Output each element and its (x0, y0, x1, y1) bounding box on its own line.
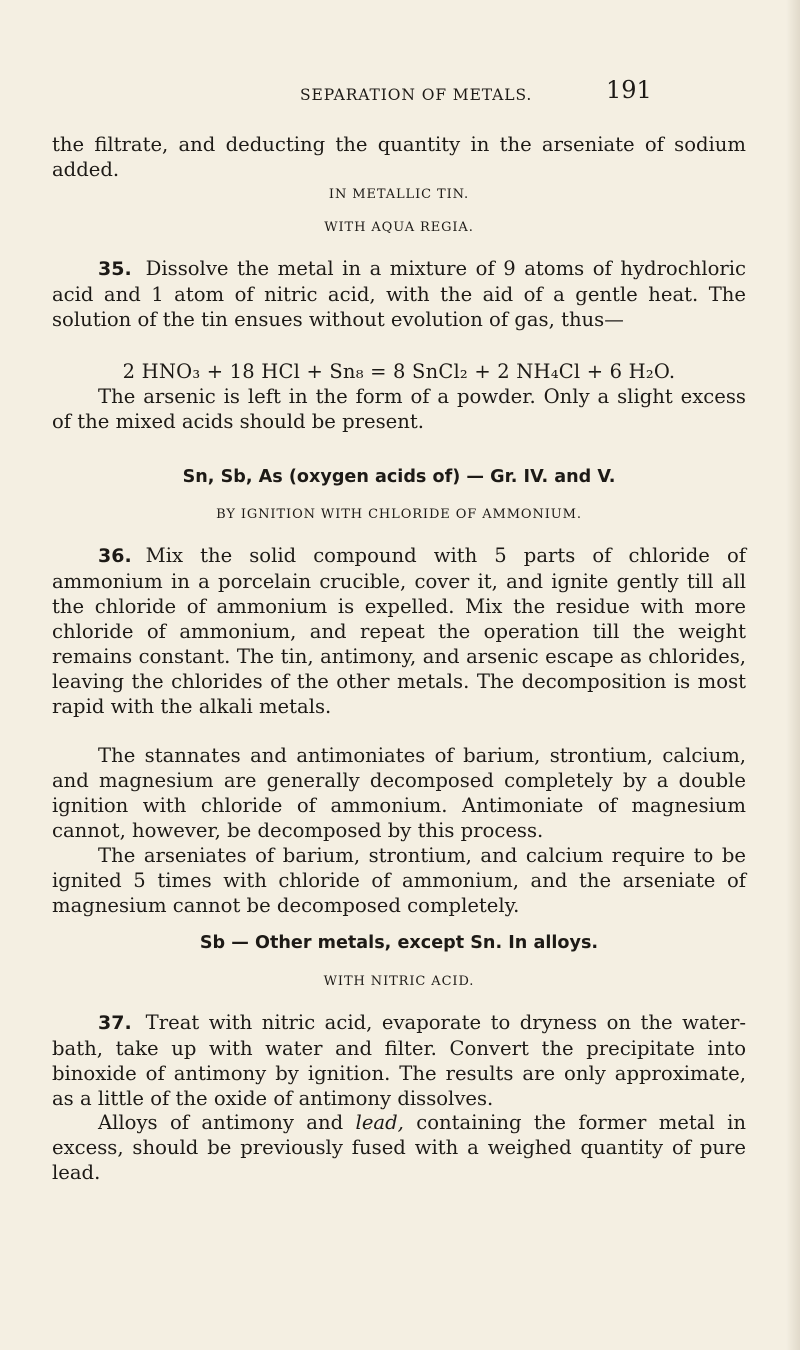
antimony-subheading: WITH NITRIC ACID. (323, 974, 475, 989)
section-35-paragraph (52, 256, 746, 332)
page-number: 191 (606, 76, 652, 104)
lead-italic: lead, (355, 1111, 404, 1134)
section-36-stannates: The stannates and antimoniates of barium, strontium, calcium, and magnesium are generally decomposed completely by a double ignition with chloride of ammonium. Antimoniate of magnesium cannot, however, be decomposed by this process. (52, 744, 746, 842)
section-37-text: Treat with nitric acid, evaporate to dryness on the water-bath, take up with water and filter. Convert the precipitate into binoxide of antimony by ignition. The results are only approximate, as a little of the oxide of antimony dissolves. (52, 1011, 746, 1110)
section-35-text: Dissolve the metal in a mixture of 9 atoms of hydrochloric acid and 1 atom of nitric acid, with the aid of a gentle heat. The solution of the tin ensues without evolution of gas, thus— (52, 257, 746, 331)
section-35-followup: The arsenic is left in the form of a powder. Only a slight excess of the mixed acids should be present. (52, 385, 746, 433)
alloys-text-after: containing the former metal in excess, should be previously fused with a weighed quantity of pure lead. (52, 1111, 746, 1184)
section-37-alloys (52, 1110, 746, 1185)
oxygen-acids-subheading: BY IGNITION WITH CHLORIDE OF AMMONIUM. (216, 507, 582, 522)
alloys-text-before: Alloys of antimony and (98, 1111, 356, 1134)
section-37-paragraph (52, 1010, 746, 1111)
section-36-paragraph (52, 543, 746, 719)
chemical-equation: 2 HNO₃ + 18 HCl + Sn₈ = 8 SnCl₂ + 2 NH₄Cl + 6 H₂O. (122, 360, 676, 383)
intro-paragraph: the filtrate, and deducting the quantity in the arseniate of sodium added. (52, 133, 746, 181)
running-title: SEPARATION OF METALS. (300, 86, 533, 104)
section-number: 36. (98, 545, 132, 567)
section-number: 37. (98, 1012, 132, 1034)
section-36-text: Mix the solid compound with 5 parts of chloride of ammonium in a porcelain crucible, cover it, and ignite gently till all the chloride of ammonium is expelled. Mix the residue with more chloride of ammonium, and repeat the operation till the weight remains constant. The tin, antimony, and arsenic escape as chlorides, leaving the chlorides of the other metals. The decomposition is most rapid with the alkali metals. (52, 544, 746, 718)
page-edge-shadow (786, 0, 800, 1350)
oxygen-acids-heading: Sn, Sb, As (oxygen acids of) — Gr. IV. and V. (182, 467, 616, 487)
antimony-heading: Sb — Other metals, except Sn. In alloys. (199, 933, 599, 953)
tin-subheading: WITH AQUA REGIA. (324, 220, 474, 235)
section-number: 35. (98, 258, 132, 280)
section-36-arseniates: The arseniates of barium, strontium, and calcium require to be ignited 5 times with chloride of ammonium, and the arseniate of magnesium cannot be decomposed completely. (52, 844, 746, 917)
tin-heading: IN METALLIC TIN. (328, 187, 470, 202)
